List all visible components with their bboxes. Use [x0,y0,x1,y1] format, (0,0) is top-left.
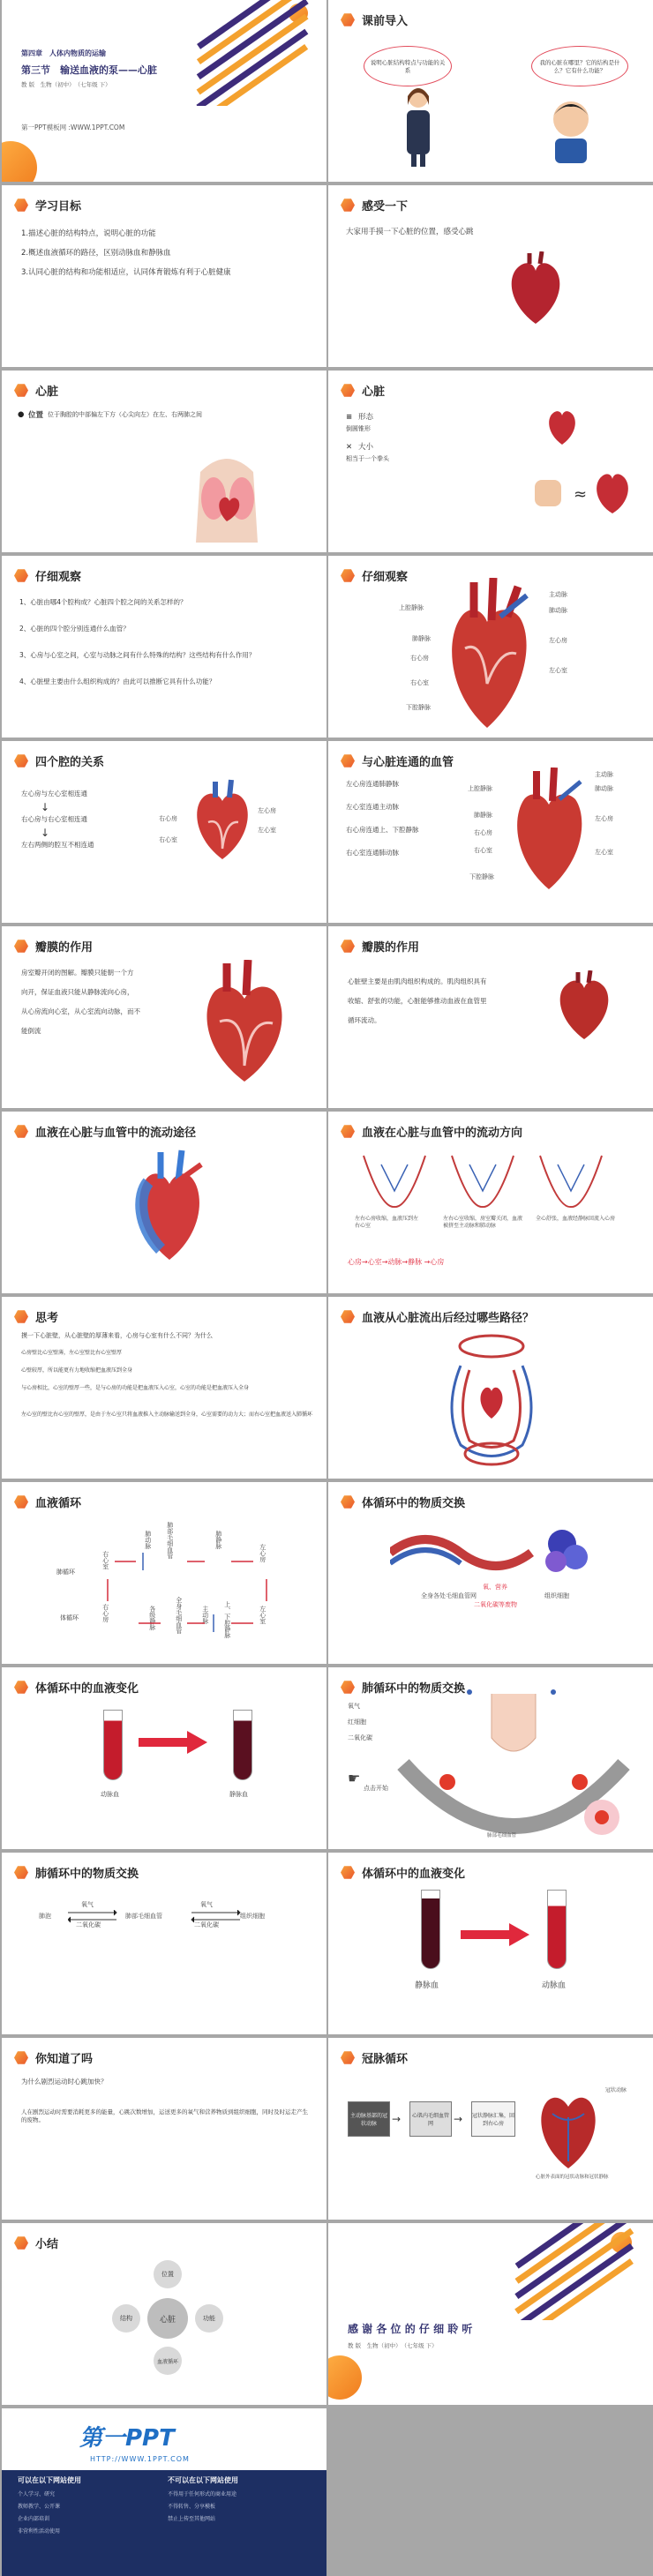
node-label: 左心室 [259,1606,266,1624]
oxygen-nutrient-label: 氧、营养 [483,1584,507,1591]
hand-pointer-icon[interactable]: ☛ [348,1770,361,1786]
body-line: 循环流动。 [348,1016,381,1024]
node-label: 右心房 [101,1604,109,1622]
label-aorta: 主动脉 [595,771,613,778]
venous-label: 静脉血 [415,1981,439,1990]
hexagon-icon [341,1681,355,1695]
slide-heading: 体循环中的血液变化 [14,1679,139,1696]
circulation-arrows [90,1517,284,1650]
orange-orb [328,2355,362,2400]
right-arrow-icon: → [454,2113,463,2125]
hexagon-icon [14,1866,28,1880]
body-line: 从心房流向心室，从心室流向动脉，而不 [21,1007,140,1015]
summary-center: 心脏 [147,2298,188,2339]
slide-heading: 血液在心脏与血管中的流动方向 [341,1123,522,1140]
left-item: 教师教学、公开课 [18,2504,61,2510]
label-right-ventricle: 右心室 [159,836,177,843]
label-left-atrium: 左心房 [595,815,613,822]
meta-line: 教 版 生物（初中） （七年级 下） [348,2342,438,2349]
slide-heading: 感受一下 [341,197,408,213]
slide-coronary[interactable] [328,2038,653,2220]
heart-illustration [544,406,580,446]
slide-heading: 肺循环中的物质交换 [14,1864,139,1881]
label-left-ventricle: 左心室 [549,667,567,674]
co2-legend: 二氧化碳 [348,1734,372,1741]
hexagon-icon [14,569,28,583]
summary-node: 功能 [195,2304,223,2333]
label-superior-vena-cava: 上腔静脉 [399,604,424,611]
alveolus-label: 肺泡 [39,1913,51,1920]
location-pin-icon: ● [18,410,25,419]
node-label: 肺静脉 [214,1531,222,1549]
right-item: 不得转售、分享模板 [168,2504,216,2510]
teacher-figure-icon [399,84,438,168]
label-pulmonary-vein: 肺静脉 [412,635,431,642]
speech-bubble: 我的心脏在哪里？它的结构是什么？它有什么功能？ [531,46,628,86]
slide-circulation-question[interactable] [328,1297,653,1479]
tissue-cell-label: 组织细胞 [240,1913,265,1920]
left-item: 企业内部培训 [18,2516,50,2522]
slide-heading: 四个腔的关系 [14,753,104,769]
co2-label: 二氧化碳 [76,1921,101,1928]
hexagon-icon [341,940,355,954]
caption: 心脏外表面的冠状动脉和冠状静脉 [536,2175,609,2180]
summary-node: 结构 [112,2304,140,2333]
question-line: 摸一下心脏壁，从心脏壁的厚薄来看，心房与心室有什么不同？为什么 [21,1332,213,1339]
heart-section-diagram [187,778,258,862]
slide-heading: 心脏 [14,382,58,399]
capillary-label: 全身各处毛细血管网 [421,1592,477,1599]
hexagon-icon [341,1125,355,1139]
slide-heading: 小结 [14,2235,58,2251]
size-icon: ✕ [346,443,353,452]
right-item: 不得用于任何形式的商业用途 [168,2491,237,2497]
hexagon-icon [14,1495,28,1509]
label-right-atrium: 右心房 [410,655,429,662]
body-text: 大家用手摸一下心脏的位置，感受心跳 [346,228,474,236]
label-pulmonary-artery: 肺动脉 [549,607,567,614]
shape-desc: 倒圆锥形 [346,425,371,432]
capillary-label: 肺部毛细血管 [487,1833,517,1838]
slide-heading: 体循环中的血液变化 [341,1864,465,1881]
oxygen-label: 氧气 [81,1901,94,1908]
label-aorta: 主动脉 [549,591,567,598]
capillary-cell-illustration [390,1517,602,1579]
arterial-label: 动脉血 [101,1791,119,1798]
hexagon-icon [14,2051,28,2065]
meta-line: 教 版 生物（初中） （七年级 下） [21,81,111,88]
slide-blood-path[interactable] [2,1112,326,1293]
hexagon-icon [14,198,28,213]
question-item: 1、心脏由哪4个腔构成？心脏四个腔之间的关系怎样的？ [19,598,187,606]
slide-observe-2[interactable] [328,556,653,738]
slide-intro[interactable] [328,0,653,182]
site-line: 第一PPT模板网 :WWW.1PPT.COM [21,124,125,131]
slide-heading: 体循环中的物质交换 [341,1494,465,1510]
label-inferior-vena-cava: 下腔静脉 [406,704,431,711]
heart-flow-diagram [125,1147,214,1262]
label-inferior-vena-cava: 下腔静脉 [469,873,494,880]
slide-heading: 血液在心脏与血管中的流动途径 [14,1123,196,1140]
hexagon-icon [341,1495,355,1509]
label-left-atrium: 左心房 [549,637,567,644]
slide-pulmonary-exchange-2[interactable] [2,1853,326,2034]
label-pulmonary-artery: 肺动脉 [595,785,613,792]
logo-text: 第一PPT [79,2425,175,2452]
flow-box: 冠状静脉汇集，回到右心房 [471,2101,515,2137]
vessel-item: 右心室连通肺动脉 [346,849,399,857]
heart-illustration [505,251,567,326]
torso-heart-illustration [178,437,275,543]
body-line: 收缩、舒张的功能，心脏能够推动血液在血管里 [348,997,487,1005]
slide-systemic-blood[interactable] [2,1667,326,1849]
right-item: 禁止上传至其他网站 [168,2516,216,2522]
position-label: 位置 [28,411,44,420]
hexagon-icon [341,2051,355,2065]
answer-line: 人在剧烈运动时需要消耗更多的能量，心跳次数增加，运送更多的氧气和营养物质到组织细胞，同时及时运走产生的废物。 [21,2108,308,2124]
question-item: 4、心脏壁主要由什么组织构成的？由此可以推断它具有什么功能？ [19,678,216,685]
node-label: 右心室 [101,1551,109,1569]
slide-heading: 血液从心脏流出后经过哪些路径？ [341,1308,534,1325]
slide-heading: 心脏 [341,382,385,399]
slide-chambers[interactable] [2,741,326,923]
answer-line: 心房壁比心室壁薄，左心室壁比右心室壁厚 [21,1350,123,1356]
answer-line: 与心房相比，心室的壁厚一些，是与心房的功能是把血液压入心室，心室的功能是把血液压入全身 [21,1385,250,1391]
shape-label: 形态 [358,413,374,422]
slide-heading: 血液循环 [14,1494,81,1510]
hexagon-icon [341,198,355,213]
hexagon-icon [341,384,355,398]
slide-heading: 学习目标 [14,197,81,213]
slide-heart-shape[interactable] [328,371,653,552]
slide-systemic-exchange[interactable] [328,1482,653,1664]
relation-line: 右心房与右心室相连通 [21,815,87,823]
hexagon-icon [14,1310,28,1324]
answer-line: 左心室的壁比右心室的壁厚，是由于左心室只将血液推入主动脉输送到全身，心室需要的动力大；而右心室把血液送入肺循环 [21,1412,313,1418]
label-right-ventricle: 右心室 [474,847,492,854]
label-left-ventricle: 左心室 [258,827,276,834]
hexagon-icon [14,940,28,954]
stripe-decoration [196,0,326,106]
hexagon-icon [14,1125,28,1139]
phase-caption: 全心舒张，血液经静脉回流入心房 [536,1216,616,1222]
slide-heading: 课前导入 [341,11,408,28]
label-right-atrium: 右心房 [159,815,177,822]
node-label: 左心房 [259,1544,266,1562]
slide-pulmonary-exchange[interactable] [328,1667,653,1849]
question-line: 为什么剧烈运动时心跳加快？ [21,2078,108,2086]
question-item: 3、心房与心室之间，心室与动脉之间有什么特殊的结构？这些结构有什么作用？ [19,651,256,659]
summary-node: 位置 [154,2260,182,2288]
hexagon-icon [341,1310,355,1324]
body-line: 房室瓣开闭的图解。瓣膜只能朝一个方 [21,969,134,977]
slide-valves-1[interactable] [2,926,326,1108]
slide-title[interactable] [2,0,326,182]
vessel-item: 左心房连通肺静脉 [346,780,399,788]
phase-caption: 左右心室收缩，房室瓣关闭，血液被挤至主动脉和肺动脉 [443,1216,523,1230]
position-text: 位于胸腔的中部偏左下方（心尖向左）在左、右两肺之间 [48,411,202,418]
hexagon-icon [14,754,28,768]
slide-heading: 你知道了吗 [14,2049,93,2066]
venous-blood-tube [421,1890,440,1969]
slide-goals[interactable] [2,185,326,367]
slide-heading: 冠脉循环 [341,2049,408,2066]
label-right-ventricle: 右心室 [410,679,429,686]
goal-item: 1.描述心脏的结构特点，说明心脏的功能 [21,229,156,238]
vessel-item: 左心室连通主动脉 [346,803,399,811]
answer-line: 心壁较厚，所以能更有力地收缩把血液压到全身 [21,1367,133,1374]
slide-heading: 瓣膜的作用 [14,938,93,955]
relation-line: 左右两侧的腔互不相连通 [21,841,94,849]
svg-text:≈: ≈ [574,485,588,504]
slide-feel[interactable] [328,185,653,367]
oxygen-label: 氧气 [200,1901,213,1908]
slide-heading: 与心脏连通的血管 [341,753,454,769]
heart-illustration [553,970,615,1041]
summary-node: 血液循环 [154,2347,182,2375]
hexagon-icon [14,2236,28,2250]
tissue-cell-label: 组织细胞 [544,1592,569,1599]
label-left-ventricle: 左心室 [595,849,613,856]
size-desc: 相当于一个拳头 [346,455,389,462]
down-arrow-icon: ↓ [41,801,50,813]
phase-caption: 左右心房收缩，血液压到左右心室 [355,1216,419,1230]
slide-thanks[interactable] [328,2223,653,2405]
node-label: 肺部毛细血管 [166,1522,174,1559]
left-title: 可以在以下网站使用 [18,2476,81,2484]
right-title: 不可以在以下网站使用 [168,2476,238,2484]
goal-item: 2.概述血液循环的路径，区别动脉血和静脉血 [21,249,171,258]
heart-cycle-diagrams [355,1147,619,1209]
slide-did-you-know[interactable] [2,2038,326,2220]
slide-circulation[interactable] [2,1482,326,1664]
ad-panel[interactable] [2,2408,326,2576]
start-click-label[interactable]: 点击开始 [364,1785,388,1792]
body-line: 向开，保证血液只能从静脉流向心房， [21,988,134,996]
oxygen-legend: 氧气 [348,1703,360,1710]
stripe-decoration [505,2223,653,2320]
speech-bubble: 说明心脏结构特点与功能的关系 [364,46,452,86]
slide-heading: 瓣膜的作用 [341,938,419,955]
coronary-artery-label: 冠状动脉 [605,2087,627,2093]
hexagon-icon [341,1866,355,1880]
arterial-label: 动脉血 [542,1981,567,1990]
label-pulmonary-vein: 肺静脉 [474,812,492,819]
heart-coronary-illustration [533,2082,604,2170]
relation-line: 左心房与左心室相连通 [21,790,87,798]
slide-heart-pos[interactable] [2,371,326,552]
left-item: 非营利性活动使用 [18,2528,61,2535]
node-label: 主动脉 [201,1606,209,1624]
hexagon-icon [341,13,355,27]
waste-label: 二氧化碳等废物 [474,1601,517,1608]
venous-blood-tube [233,1710,252,1780]
hexagon-icon [341,754,355,768]
section-title: 第三节 输送血液的泵——心脏 [21,64,157,76]
systemic-circulation-label: 体循环 [60,1614,79,1621]
hexagon-icon [341,569,355,583]
student-figure-icon [544,93,597,163]
heart-anatomy-diagram [439,578,540,732]
label-right-atrium: 右心房 [474,829,492,836]
slide-summary[interactable] [2,2223,326,2405]
hexagon-icon [14,384,28,398]
vessel-item: 右心房连通上、下腔静脉 [346,826,419,834]
slide-think[interactable] [2,1297,326,1479]
slide-systemic-blood-2[interactable] [328,1853,653,2034]
slide-vessels[interactable] [328,741,653,923]
label-left-atrium: 左心房 [258,807,276,814]
label-superior-vena-cava: 上腔静脉 [468,785,492,792]
logo-url[interactable]: HTTP://WWW.1PPT.COM [90,2455,190,2463]
venous-label: 静脉血 [229,1791,248,1798]
question-item: 2、心脏的四个腔分别连通什么血管？ [19,625,130,633]
down-arrow-icon: ↓ [41,827,50,839]
arterial-blood-tube [547,1890,567,1969]
orange-orb [2,141,37,182]
hexagon-icon [14,1681,28,1695]
capillary-label: 肺部毛细血管 [125,1913,162,1920]
ad-footer [2,2470,326,2576]
fist-heart-compare-icon [531,468,637,516]
heart-anatomy-diagram [505,768,593,891]
right-arrow-icon [461,1921,531,1948]
slide-flow-direction[interactable] [328,1112,653,1293]
exchange-arrows [68,1910,253,1923]
size-label: 大小 [358,443,374,452]
slide-heading: 仔细观察 [14,567,81,584]
slide-heading: 思考 [14,1308,58,1325]
body-line: 能倒流 [21,1027,41,1035]
pulmonary-circulation-label: 肺循环 [56,1569,75,1576]
thanks-title: 感 谢 各 位 的 仔 细 聆 听 [348,2323,473,2335]
left-item: 个人学习、研究 [18,2491,56,2497]
flow-sequence: 心房→心室→动脉→静脉 →心房 [348,1258,445,1266]
node-label: 上、下腔静脉 [223,1601,231,1638]
slide-heading: 仔细观察 [341,567,408,584]
flow-box: 心肌内毛细血管网 [409,2101,452,2137]
shape-icon: ≡ [346,413,353,422]
co2-label: 二氧化碳 [194,1921,219,1928]
node-label: 全身毛细血管 [175,1597,183,1634]
flow-box: 主动脉基部的冠状动脉 [348,2101,390,2137]
heart-valve-diagram [191,960,297,1083]
arterial-blood-tube [103,1710,123,1780]
chapter-label: 第四章 人体内物质的运输 [21,49,106,57]
node-label: 肺动脉 [144,1531,152,1549]
slide-valves-2[interactable] [328,926,653,1108]
body-line: 心脏壁主要是由肌肉组织构成的。肌肉组织具有 [348,977,487,985]
circulation-diagram [443,1330,540,1471]
right-arrow-icon [139,1729,209,1756]
alveolus-diagram [386,1685,642,1844]
goal-item: 3.认同心脏的结构和功能相适应，认同体育锻炼有利于心脏健康 [21,268,231,277]
right-arrow-icon: → [392,2113,402,2125]
slide-heading: 肺循环中的物质交换 [341,1679,465,1696]
rbc-legend: 红细胞 [348,1719,366,1726]
node-label: 各级静脉 [148,1606,156,1630]
slide-observe-1[interactable] [2,556,326,738]
